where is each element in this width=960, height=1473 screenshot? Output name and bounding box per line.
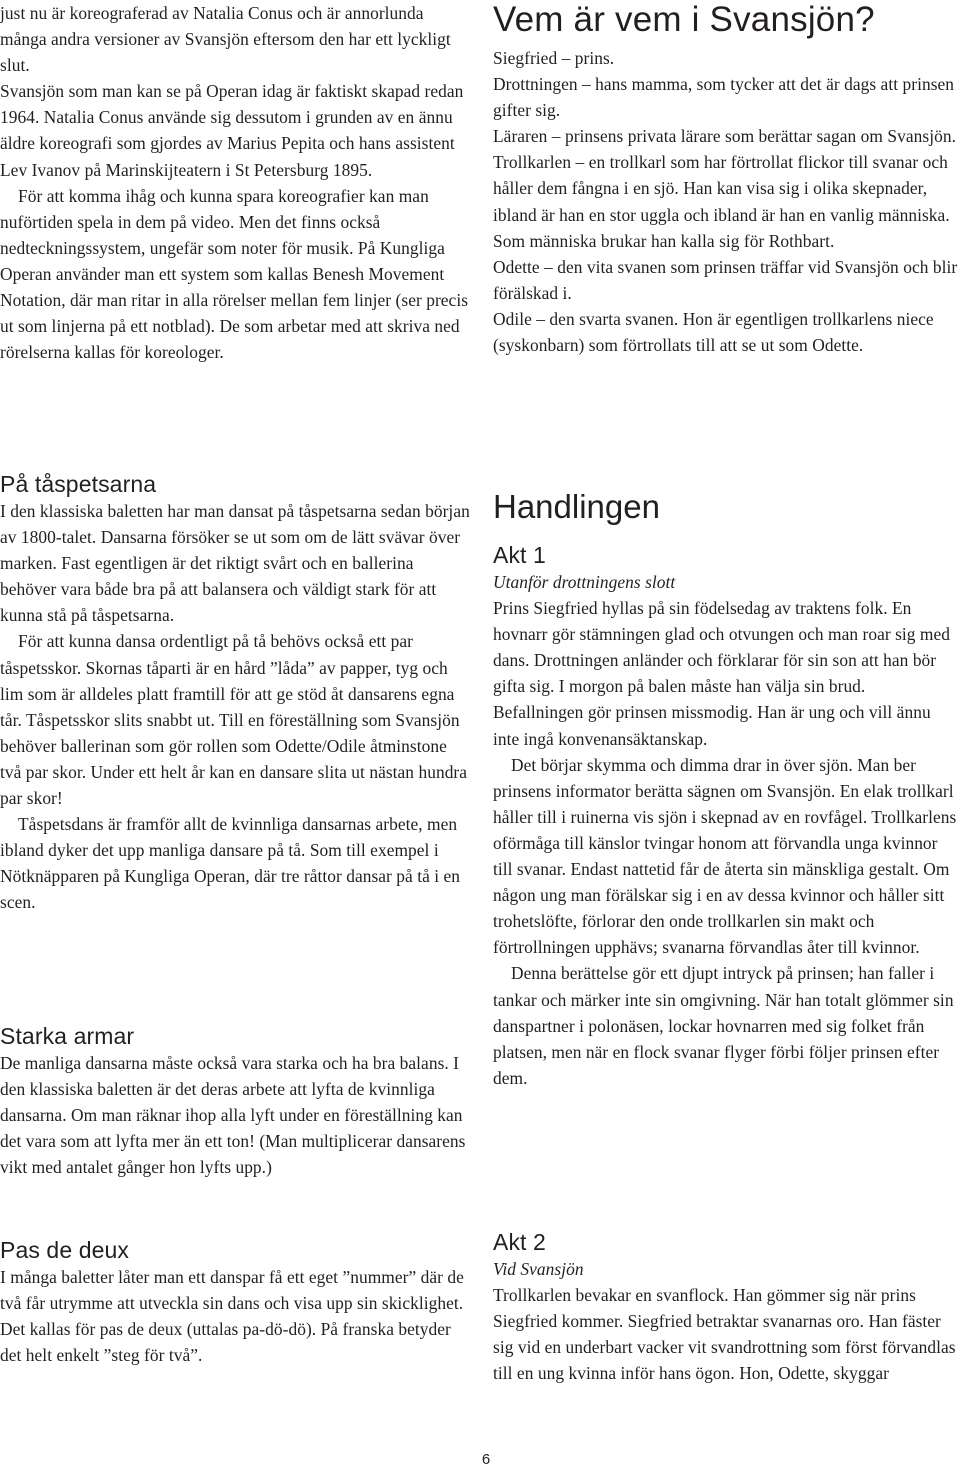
section-heading: På tåspetsarna <box>0 471 157 497</box>
section-pas-de-deux <box>0 1236 470 1368</box>
act-subheading: Utanför drottningens slott <box>493 572 676 592</box>
character-entry: Läraren – prinsens privata lärare som berättar sagan om Svansjön. <box>493 126 956 147</box>
body-paragraph: De manliga dansarna måste också vara starka och ha bra balans. I den klassiska baletten är det deras arbete att lyfta de kvinnliga dansarna. Om man räknar ihop alla lyft under en föreställning kan det vara som att lyfta mer än ett ton! (Man multiplicerar dansarens vikt med antalet gånger hon lyfts upp.) <box>0 1053 466 1178</box>
intro-section <box>0 0 470 365</box>
character-entry: Trollkarlen – en trollkarl som har förtrollat flickor till svanar och håller dem fångna i en sjö. Han kan visa sig i olika skepnader, ibland är han en stor uggla och ibland är han en vanlig människa. Som människa brukar han kalla sig för Rothbart. <box>493 152 950 251</box>
body-paragraph: Trollkarlen bevakar en svanflock. Han gömmer sig när prins Siegfried kommer. Siegfried betraktar svanarnas oro. Han fäster sig vid en underbart vacker vit svandrottning som först förvandlas till en ung kvinna inför hans ögon. Hon, Odette, skyggar <box>493 1285 956 1384</box>
character-entry: Odette – den vita svanen som prinsen träffar vid Svansjön och blir förälskad i. <box>493 256 958 303</box>
body-paragraph: I den klassiska baletten har man dansat på tåspetsarna sedan början av 1800-talet. Dansarna försöker se ut som om de lätt svävar över marken. Fast egentligen är det riktigt svårt och en ballerina behöver vara både bra på att balansera och väldigt stark för att kunna stå på tåspetsarna. <box>0 501 470 626</box>
character-entry: Siegfried – prins. <box>493 48 615 68</box>
act-heading: Akt 2 <box>493 1229 546 1255</box>
intro-paragraph: Svansjön som man kan se på Operan idag är faktiskt skapad redan 1964. Natalia Conus använde sig dessutom i grunden av en ännu äldre koreografi som gjordes av Marius Pepita och hans assistent Lev Ivanov på Marinskijteatern i St Petersburg 1895. <box>0 81 464 180</box>
section-heading: Vem är vem i Svansjön? <box>493 0 875 39</box>
act-subheading: Vid Svansjön <box>493 1259 584 1279</box>
character-entry: Drottningen – hans mamma, som tycker att det är dags att prinsen gifter sig. <box>493 74 955 121</box>
page-number: 6 <box>481 1451 491 1468</box>
body-paragraph: Det börjar skymma och dimma drar in över sjön. Man ber prinsens informator berätta sägnen om Svansjön. En elak trollkarl håller till i ruinerna vis sjön i skepnad av en rovfågel. Trollkarlens oförmåga till känslor tvingar honom att förvandla unga kvinnor till svanar. Endast nattetid får de återta sin mänskliga gestalt. Om någon ung man förälskar sig i en av dessa kvinnor och håller sitt trohetslöfte, förlorar den onde trollkarlen sin makt och förtrollningen upphävs; svanarna förvandlas åter till kvinnor. <box>493 754 957 958</box>
section-handlingen <box>493 487 960 1091</box>
act-heading: Akt 1 <box>493 542 546 568</box>
section-vem-ar-vem <box>493 0 960 358</box>
body-paragraph: Denna berättelse gör ett djupt intryck på prinsen; han faller i tankar och märker inte sin omgivning. När han totalt glömmer sin danspartner i polonäsen, lockar hovnarren med sig folket från platsen, men när en flock svanar flyger förbi följer prinsen efter dem. <box>493 963 954 1088</box>
section-heading: Starka armar <box>0 1023 135 1049</box>
section-heading: Handlingen <box>493 488 660 525</box>
section-heading: Pas de deux <box>0 1237 129 1263</box>
body-paragraph: Tåspetsdans är framför allt de kvinnliga dansarnas arbete, men ibland dyker det upp manliga dansare på tå. Som till exempel i Nötknäpparen på Kungliga Operan, där tre råttor dansar på tå i en scen. <box>0 814 461 913</box>
character-entry: Odile – den svarta svanen. Hon är egentligen trollkarlens niece (syskonbarn) som förtrollats till att se ut som Odette. <box>493 308 934 356</box>
section-taspetsarna <box>0 470 470 916</box>
intro-paragraph: För att komma ihåg och kunna spara koreografier kan man nuförtiden spela in dem på video. Men det finns också nedteckningssystem, ungefär som noter för musik. På Kungliga Operan använder man ett system som kallas Benesh Movement Notation, där man ritar in alla rörelser mellan fem linjer (ser precis ut som linjerna på ett notblad). De som arbetar med att skriva ned rörelserna kallas för koreologer. <box>0 185 469 363</box>
body-paragraph: Prins Siegfried hyllas på sin födelsedag av traktens folk. En hovnarr gör stämningen glad och otvungen och man roar sig med dans. Drottningen anländer och förklarar för sin son att han bör gifta sig. I morgon på balen måste han välja sin brud. Befallningen gör prinsen missmodig. Han är ung och vill ännu inte ingå konvenansäktanskap. <box>493 598 951 749</box>
section-starka-armar <box>0 1022 470 1180</box>
act-2 <box>493 1228 960 1386</box>
body-paragraph: För att kunna dansa ordentligt på tå behövs också ett par tåspetsskor. Skornas tåparti är en hård ”låda” av papper, tyg och lim som är alldeles platt framtill för att ge stöd åt dansarens egna tår. Tåspetsskor slits snabbt ut. Till en föreställning som Svansjön behöver ballerinan som gör rollen som Odette/Odile åtminstone två par skor. Under ett helt år kan en dansare slita ut nästan hundra par skor! <box>0 631 468 809</box>
act-1 <box>493 541 960 1091</box>
intro-paragraph: just nu är koreograferad av Natalia Conus och är annorlunda många andra versioner av Svansjön eftersom den har ett lyckligt slut. <box>0 3 451 76</box>
body-paragraph: I många baletter låter man ett danspar få ett eget ”nummer” där de två får utrymme att utveckla sin dans och visa upp sin skicklighet. Det kallas för pas de deux (uttalas pa-dö-dö). På franska betyder det helt enkelt ”steg för två”. <box>0 1267 464 1366</box>
